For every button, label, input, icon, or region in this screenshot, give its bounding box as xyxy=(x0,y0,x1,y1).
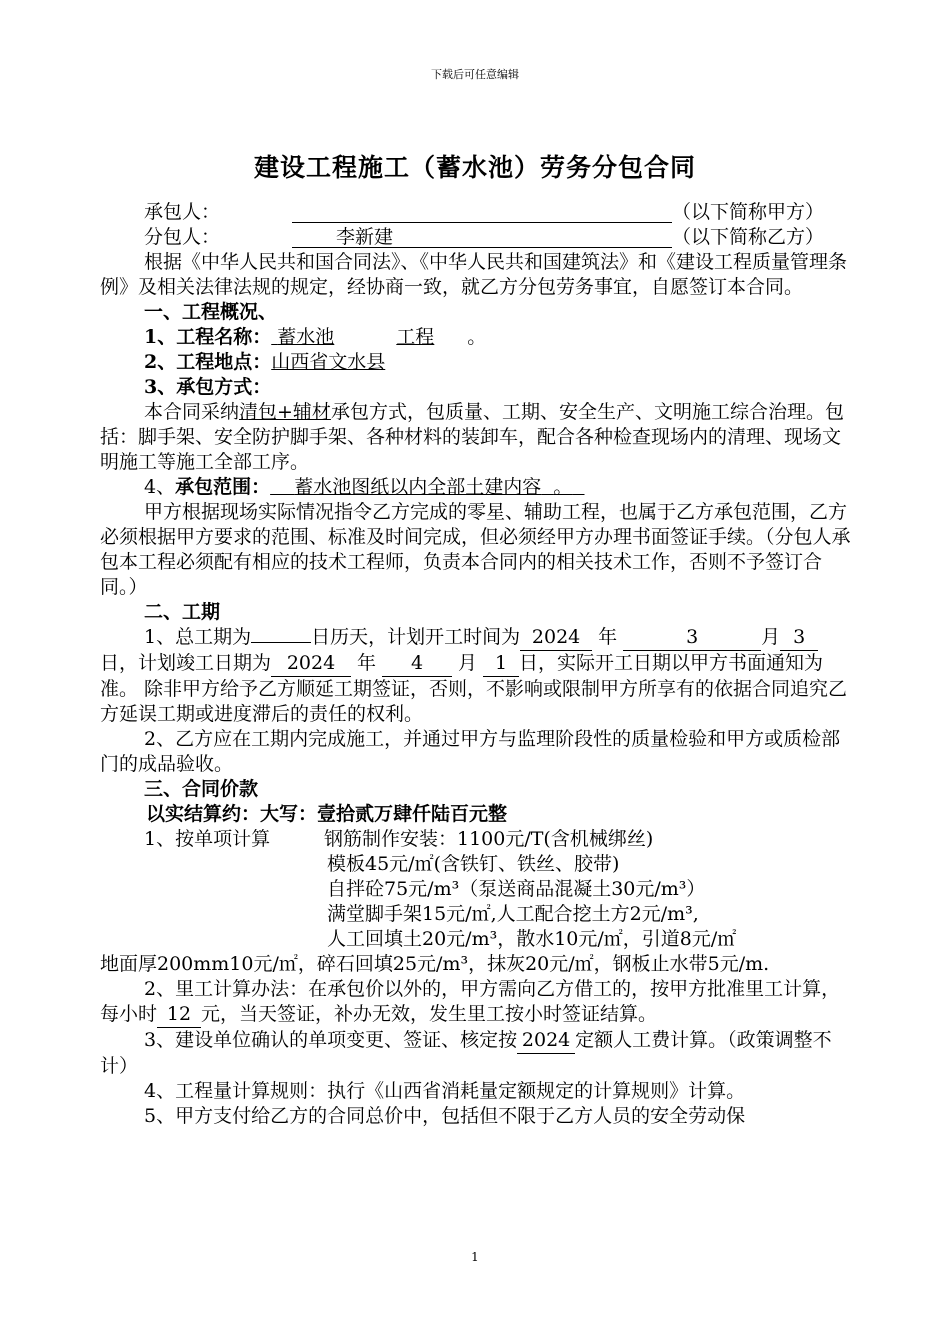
unit-price-line-1: 钢筋制作安装：1100元/T(含机械绑丝) xyxy=(324,828,654,850)
total-days xyxy=(251,642,311,643)
party-b-suffix: （以下简称乙方） xyxy=(672,226,825,248)
page-number: 1 xyxy=(471,1250,479,1264)
schedule-text-d: 日，实际开工日期以甲方书面通知为准。 除非甲方给予乙方顺延工期签证，否则，不影响或限制甲方所享有的依据合同追究乙方延误工期或进度滞后的责任的权利。 xyxy=(100,652,848,725)
party-b-name: 李新建 xyxy=(336,226,394,248)
contract-mode-value: 清包+辅材 xyxy=(239,401,331,423)
unit-price-line-4: 满堂脚手架15元/㎡,人工配合挖土方2元/m³, xyxy=(327,903,699,925)
end-year: 2024 xyxy=(271,651,351,677)
project-location-line xyxy=(100,350,852,375)
project-name-line xyxy=(100,325,852,350)
party-a-row xyxy=(100,200,852,225)
party-a-label: 承包人： xyxy=(144,201,221,223)
scope-end: 。 xyxy=(553,476,573,498)
scope-label: 承包范围： xyxy=(175,476,271,498)
contract-mode-text xyxy=(100,400,852,475)
unit-price-line-2: 模板45元/㎡(含铁钉、铁丝、胶带) xyxy=(327,853,620,875)
party-a-suffix: （以下简称甲方） xyxy=(672,201,825,223)
party-b-name-line xyxy=(292,225,672,248)
quota-year: 2024 xyxy=(517,1028,575,1054)
contract-title: 建设工程施工（蓄水池）劳务分包合同 xyxy=(253,153,696,182)
overtime-paragraph xyxy=(100,977,852,1028)
variation-text-b: 定额人工费计算。（政策调整不计） xyxy=(100,1029,832,1077)
start-day: 3 xyxy=(780,625,818,651)
section-2-heading: 二、工期 xyxy=(144,601,221,623)
party-b-row xyxy=(100,225,852,250)
project-name-end: 。 xyxy=(467,326,487,348)
schedule-text-a: 1、总工期为 xyxy=(144,626,252,648)
end-day: 1 xyxy=(483,651,519,677)
acceptance-paragraph: 2、乙方应在工期内完成施工，并通过甲方与监理阶段性的质量检验和甲方或质检部门的成品验收。 xyxy=(100,728,841,775)
unit-price-first-row xyxy=(100,827,852,852)
quantity-rules-paragraph: 4、工程量计算规则：执行《山西省消耗量定额规定的计算规则》计算。 xyxy=(144,1080,746,1102)
preamble: 根据《中华人民共和国合同法》、《中华人民共和国建筑法》和《建设工程质量管理条例》及相关法律法规的规定，经协商一致，就乙方分包劳务事宜，自愿签订本合同。 xyxy=(100,251,848,298)
section-3-heading: 三、合同价款 xyxy=(144,778,259,800)
page-header: 下载后可任意编辑 xyxy=(431,68,519,81)
scope-text: 甲方根据现场实际情况指令乙方完成的零星、辅助工程，也属于乙方承包范围，乙方必须根据甲方要求的范围、标准及时间完成，但必须经甲方办理书面签证手续。（分包人承包本工程必须配有相应的技术工程师，负责本合同内的相关技术工作，否则不予签订合同。） xyxy=(100,501,851,598)
end-month-word: 月 xyxy=(458,652,478,674)
project-name-value xyxy=(271,325,467,350)
schedule-text-b: 日历天，计划开工时间为 xyxy=(311,626,521,648)
end-month: 4 xyxy=(382,651,452,677)
unit-price-line-5: 人工回填土20元/m³，散水10元/㎡，引道8元/㎡ xyxy=(327,928,737,950)
party-a-name xyxy=(292,200,672,223)
party-b-label: 分包人： xyxy=(144,226,221,248)
scope-value-line xyxy=(270,476,584,498)
project-name-suffix: 工程 xyxy=(396,326,435,348)
section-1-heading: 一、工程概况、 xyxy=(144,301,278,323)
project-location-value: 山西省文水县 xyxy=(271,351,386,373)
project-location-label: 2、工程地点： xyxy=(144,351,272,373)
scope-line xyxy=(100,475,852,500)
project-name-text: 蓄水池 xyxy=(277,326,335,348)
end-year-word: 年 xyxy=(357,652,377,674)
scope-value: 蓄水池图纸以内全部土建内容 xyxy=(294,476,542,498)
schedule-text-c: 日，计划竣工日期为 xyxy=(100,652,272,674)
start-month: 3 xyxy=(623,625,761,651)
contract-body xyxy=(100,200,852,1129)
start-year-word: 年 xyxy=(598,626,618,648)
start-month-word: 月 xyxy=(761,626,781,648)
start-year: 2024 xyxy=(520,625,592,651)
total-price: 以实结算约：大写：壹拾贰万肆仟陆百元整 xyxy=(146,803,508,825)
contract-mode-post: 承包方式，包质量、工期、安全生产、文明施工综合治理。包括：脚手架、安全防护脚手架、各种材料的装卸车，配合各种检查现场内的清理、现场文明施工等施工全部工序。 xyxy=(100,401,844,473)
schedule-paragraph xyxy=(100,625,852,727)
variation-text-a: 3、建设单位确认的单项变更、签证、核定按 xyxy=(144,1029,518,1051)
contract-price-paragraph: 5、甲方支付给乙方的合同总价中，包括但不限于乙方人员的安全劳动保 xyxy=(144,1105,746,1127)
contract-mode-pre: 本合同采纳 xyxy=(144,401,240,423)
unit-price-line-3: 自拌砼75元/m³（泵送商品混凝土30元/m³） xyxy=(327,878,706,900)
overtime-text-a: 2、里工计算办法：在承包价以外的，甲方需向乙方借工的，按甲方批准里工计算，每小时 xyxy=(100,978,841,1025)
unit-price-tail: 地面厚200mm10元/㎡，碎石回填25元/m³，抹灰20元/㎡，钢板止水带5元/m. xyxy=(100,953,770,975)
hourly-rate: 12 xyxy=(157,1002,201,1028)
contract-mode-label: 3、承包方式： xyxy=(144,376,272,398)
scope-number: 4、 xyxy=(144,476,176,498)
unit-price-label: 1、按单项计算 xyxy=(144,828,271,850)
overtime-text-b: 元，当天签证，补办无效，发生里工按小时签证结算。 xyxy=(201,1003,658,1025)
project-name-label: 1、工程名称： xyxy=(144,326,272,348)
variation-paragraph xyxy=(100,1028,852,1079)
